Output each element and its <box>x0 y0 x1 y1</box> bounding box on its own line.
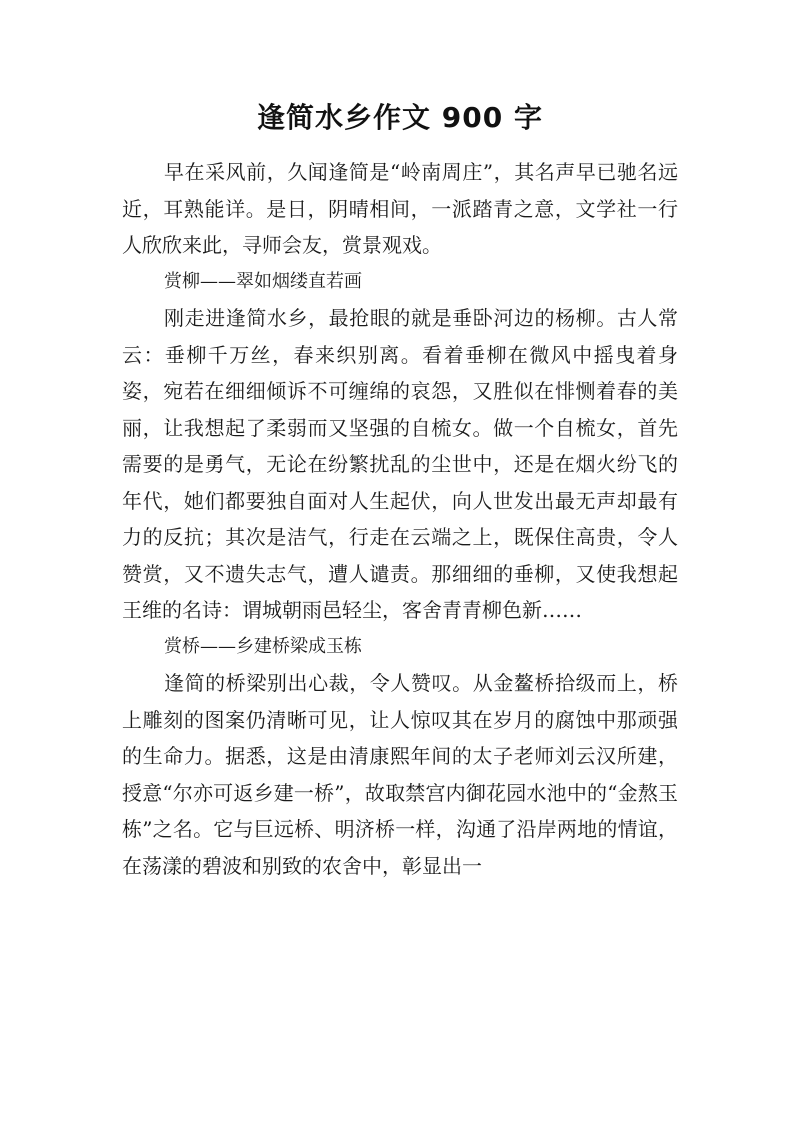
paragraph-willow: 刚走进逢简水乡，最抢眼的就是垂卧河边的杨柳。古人常云：垂柳千万丝，春来织别离。看着垂柳在微风中摇曳着身姿，宛若在细细倾诉不可缠绵的哀怨，又胜似在悱恻着春的美丽，让我想起了柔弱而又坚强的自梳女。做一个自梳女，首先需要的是勇气，无论在纷繁扰乱的尘世中，还是在烟火纷飞的年代，她们都要独自面对人生起伏，向人世发出最无声却最有力的反抗；其次是洁气，行走在云端之上，既保住高贵，令人赞赏，又不遗失志气，遭人谴责。那细细的垂柳，又使我想起王维的名诗：谓城朝雨邑轻尘，客舍青青柳色新…… <box>122 306 678 622</box>
section-heading-bridge: 赏桥——乡建桥梁成玉栋 <box>164 635 362 657</box>
section-heading-willow: 赏柳——翠如烟缕直若画 <box>164 270 362 292</box>
article-body <box>122 154 678 884</box>
paragraph-bridge: 逢简的桥梁别出心裁，令人赞叹。从金鳌桥拾级而上，桥上雕刻的图案仍清晰可见，让人惊叹其在岁月的腐蚀中那顽强的生命力。据悉，这是由清康熙年间的太子老师刘云汉所建，授意“尔亦可返乡建一桥”，故取禁宫内御花园水池中的“金熬玉栋”之名。它与巨远桥、明济桥一样，沟通了沿岸两地的情谊，在荡漾的碧波和别致的农舍中，彰显出一 <box>122 671 678 878</box>
page-title: 逢简水乡作文 900 字 <box>257 101 543 134</box>
paragraph-intro: 早在采风前，久闻逢简是“岭南周庄”，其名声早已驰名远近，耳熟能详。是日，阴晴相间，一派踏青之意，文学社一行人欣欣来此，寻师会友，赏景观戏。 <box>122 160 678 257</box>
